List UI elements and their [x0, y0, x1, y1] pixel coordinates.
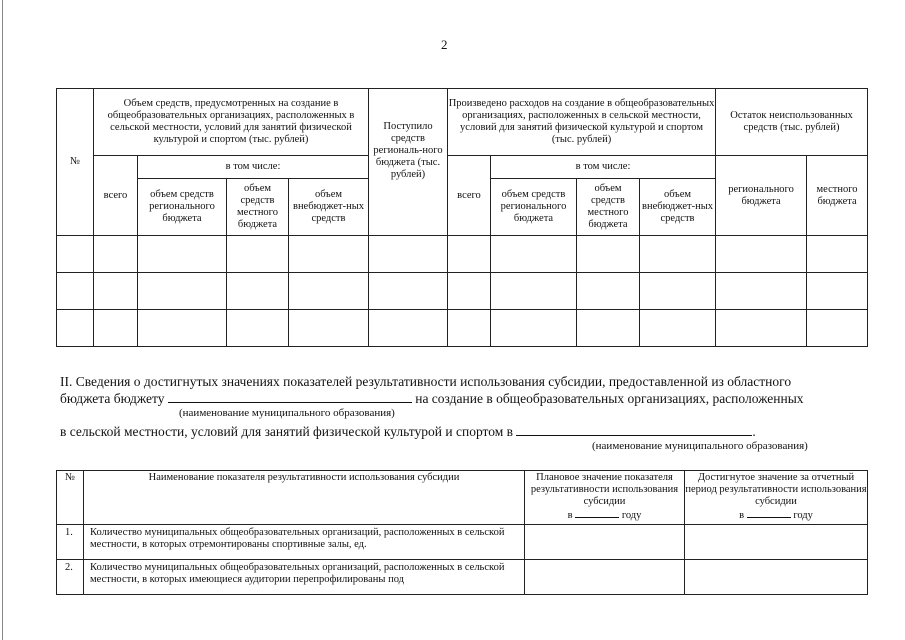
- row-indicator-name: Количество муниципальных общеобразовательных организаций, расположенных в сельской местности, в которых отремонтированы спортивные залы, ед.: [84, 525, 525, 560]
- table-row: [57, 525, 868, 560]
- table-row: [57, 560, 868, 595]
- col-planned-value-header: Плановое значение показателя результативности использования субсидии в году: [525, 471, 685, 525]
- header-spent-regional: объем средств регионального бюджета: [491, 179, 577, 236]
- col-number-header: №: [57, 89, 94, 236]
- table-row: [57, 310, 868, 347]
- header-spent-extrabudget: объем внебюджет-ных средств: [640, 179, 716, 236]
- row-number: 1.: [57, 525, 84, 560]
- section2-heading-line2: бюджета бюджету на создание в общеобразовательных организациях, расположенных: [60, 391, 804, 406]
- section2-heading-line3: в сельской местности, условий для занятий физической культурой и спортом в .: [60, 424, 756, 439]
- section2-heading-line1: II. Сведения о достигнутых значениях показателей результативности использования субсидии, предоставленной из областного: [60, 374, 792, 389]
- header-planned-including: в том числе:: [138, 156, 369, 179]
- header-spent-local: объем средств местного бюджета: [577, 179, 640, 236]
- col-indicator-name-header: Наименование показателя результативности использования субсидии: [84, 471, 525, 525]
- page-number: 2: [441, 37, 448, 52]
- header-received-funds: Поступило средств региональ-ного бюджета (тыс. рублей): [369, 89, 448, 236]
- page-edge-line: [2, 0, 3, 640]
- header-spent-total: всего: [448, 156, 491, 236]
- funds-table: [56, 88, 868, 347]
- row-indicator-name: Количество муниципальных общеобразовательных организаций, расположенных в сельской местности, в которых имеющиеся аудитории перепрофилированы под: [84, 560, 525, 595]
- row-achieved-value: [685, 525, 868, 560]
- indicators-table: [56, 470, 868, 595]
- col-achieved-value-header: Достигнутое значение за отчетный период результативности использования субсидии в году: [685, 471, 868, 525]
- municipality-note-1: (наименование муниципального образования): [179, 407, 395, 419]
- row-planned-value: [525, 525, 685, 560]
- header-spent-funds: Произведено расходов на создание в общеобразовательных организациях, расположенных в сельской местности, условий для занятий физической культурой и спортом (тыс. рублей): [448, 89, 716, 156]
- header-spent-including: в том числе:: [491, 156, 716, 179]
- municipality-blank-2: [516, 425, 752, 436]
- row-achieved-value: [685, 560, 868, 595]
- header-planned-regional: объем средств регионального бюджета: [138, 179, 227, 236]
- municipality-note-2: (наименование муниципального образования): [592, 440, 808, 452]
- row-number: 2.: [57, 560, 84, 595]
- header-remaining-local: местного бюджета: [807, 156, 868, 236]
- header-planned-extrabudget: объем внебюджет-ных средств: [289, 179, 369, 236]
- table-row: [57, 236, 868, 273]
- header-planned-total: всего: [94, 156, 138, 236]
- row-planned-value: [525, 560, 685, 595]
- table-row: [57, 273, 868, 310]
- municipality-blank-1: [168, 392, 412, 403]
- col-number-header: №: [57, 471, 84, 525]
- header-planned-local: объем средств местного бюджета: [227, 179, 289, 236]
- header-remaining-funds: Остаток неиспользованных средств (тыс. рублей): [716, 89, 868, 156]
- header-planned-funds: Объем средств, предусмотренных на создание в общеобразовательных организациях, расположенных в сельской местности, условий для занятий физической культурой и спортом (тыс. рублей): [94, 89, 369, 156]
- header-remaining-regional: регионального бюджета: [716, 156, 807, 236]
